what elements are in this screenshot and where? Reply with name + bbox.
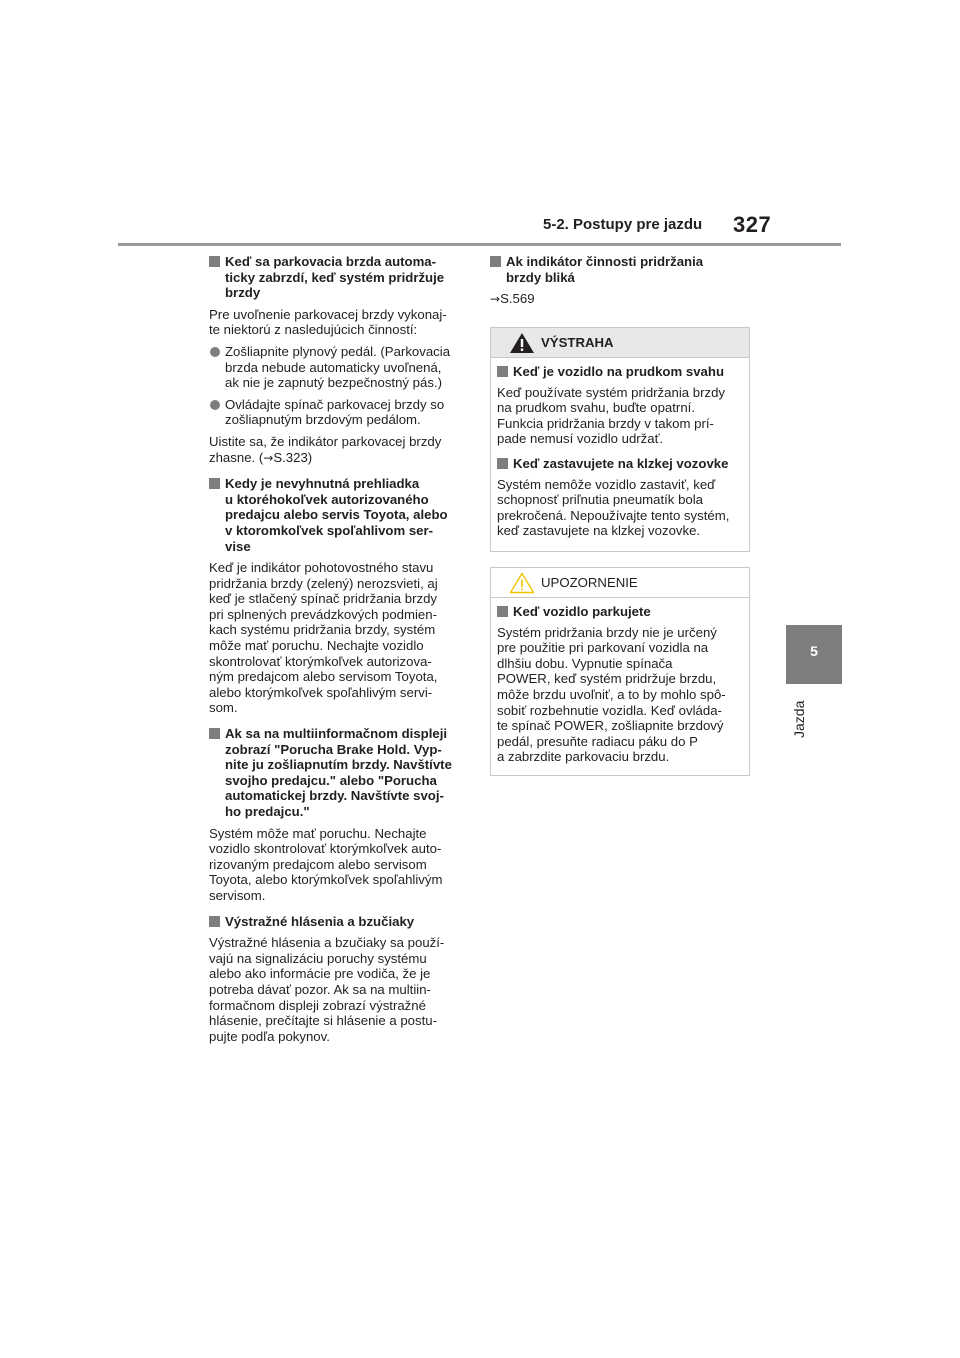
text-line: Funkcia pridržania brzdy v takom prí- bbox=[497, 415, 714, 431]
text-line: zhasne. ( bbox=[209, 449, 264, 465]
heading-mid-display-message bbox=[209, 726, 469, 820]
text-line: potreba dávať pozor. Ak sa na multiin- bbox=[209, 981, 431, 997]
heading-parking bbox=[497, 604, 743, 620]
text-line: Výstražné hlásenia a bzučiaky sa použí- bbox=[209, 935, 445, 951]
warning-label: VÝSTRAHA bbox=[541, 335, 614, 350]
text-line: pade nemusí vozidlo udržať. bbox=[497, 431, 664, 447]
bullet-accelerator bbox=[209, 344, 469, 391]
notice-box bbox=[490, 567, 750, 776]
text-line: Výstražné hlásenia a bzučiaky bbox=[225, 913, 415, 929]
text-line: Keď vozidlo parkujete bbox=[513, 604, 651, 619]
text-line: Ovládajte spínač parkovacej brzdy so bbox=[225, 396, 445, 412]
text-line: Keď je indikátor pohotovostného stavu bbox=[209, 560, 434, 576]
text-line: te spínač POWER, zošliapnite brzdový bbox=[497, 718, 724, 734]
page-reference-link[interactable]: S.569 bbox=[500, 291, 535, 307]
text-line: Pre uvoľnenie parkovacej brzdy vykonaj- bbox=[209, 306, 447, 322]
text-line: POWER, keď systém pridržuje brzdu, bbox=[497, 671, 717, 687]
text-line: vozidlo skontrolovať ktorýmkoľvek auto- bbox=[209, 841, 442, 857]
text-indicator-blinks-ref bbox=[490, 291, 752, 308]
text-line: Zošliapnite plynový pedál. (Parkovacia bbox=[225, 343, 451, 359]
text-line: Keď používate systém pridržania brzdy bbox=[497, 384, 725, 400]
warning-box bbox=[490, 327, 750, 552]
text-line: Ak indikátor činnosti pridržania bbox=[506, 254, 704, 269]
text-line: predajcu alebo servis Toyota, alebo bbox=[225, 507, 448, 523]
text-line: skontrolovať ktorýmkoľvek autorizova- bbox=[209, 653, 432, 669]
text-line: brzdy bbox=[225, 285, 261, 301]
right-column-top bbox=[490, 254, 752, 314]
text-line: ným predajcom alebo servisom Toyota, bbox=[209, 669, 438, 685]
square-bullet-icon bbox=[209, 916, 220, 927]
text-line: alebo ako informácie pre vodiča, že je bbox=[209, 966, 431, 982]
text-parking bbox=[497, 625, 743, 765]
text-line: ho predajcu." bbox=[225, 804, 310, 819]
text-line: ticky zabrzdí, keď systém pridržuje bbox=[225, 269, 445, 285]
text-line: Toyota, alebo ktorýmkoľvek spoľahlivým bbox=[209, 872, 443, 888]
notice-box-header bbox=[491, 568, 749, 598]
text-line: pujte podľa pokynov. bbox=[209, 1028, 330, 1044]
bullet-parking-switch bbox=[209, 397, 469, 428]
left-column bbox=[209, 254, 469, 1050]
arrow-icon: → bbox=[263, 450, 274, 465]
round-bullet-icon bbox=[210, 347, 220, 357]
heading-slippery-road bbox=[497, 456, 743, 472]
chapter-number: 5 bbox=[810, 643, 818, 659]
text-line: Kedy je nevyhnutná prehliadka bbox=[225, 476, 420, 492]
heading-indicator-blinks bbox=[490, 254, 752, 285]
text-line: keď je stlačený spínač pridržania brzdy bbox=[209, 591, 438, 607]
chapter-tab bbox=[786, 625, 842, 684]
text-line: rizovaným predajcom alebo servisom bbox=[209, 856, 427, 872]
text-line: Keď sa parkovacia brzda automa- bbox=[225, 254, 437, 269]
text-line: formačnom displeji zobrazí výstražné bbox=[209, 997, 426, 1013]
header-rule bbox=[118, 243, 841, 246]
text-line: automatickej brzdy. Navštívte svoj- bbox=[225, 788, 444, 804]
text-line: pridržania brzdy (zelený) nerozsvieti, aj bbox=[209, 575, 438, 591]
text-line: Keď zastavujete na klzkej vozovke bbox=[513, 455, 729, 471]
text-line: pre použitie pri parkovaní vozidla na bbox=[497, 640, 709, 656]
text-line: môže brzdu uvoľniť, a to by mohlo spô- bbox=[497, 686, 726, 702]
text-warning-messages bbox=[209, 935, 469, 1044]
chapter-title: Jazda bbox=[791, 700, 807, 738]
heading-steep-slope bbox=[497, 364, 743, 380]
text-line: hlásenie, prečítajte si hlásenie a postu- bbox=[209, 1013, 437, 1029]
heading-warning-messages bbox=[209, 914, 469, 930]
square-bullet-icon bbox=[490, 256, 501, 267]
text-line: Uistite sa, že indikátor parkovacej brzdy bbox=[209, 433, 442, 449]
heading-inspection bbox=[209, 476, 469, 554]
heading-auto-parking-brake bbox=[209, 254, 469, 301]
square-bullet-icon bbox=[209, 256, 220, 267]
square-bullet-icon bbox=[209, 728, 220, 739]
arrow-icon: → bbox=[490, 292, 501, 307]
text-mid-display-message bbox=[209, 826, 469, 904]
text-line: alebo ktorýmkoľvek spoľahlivým servi- bbox=[209, 684, 433, 700]
text-line: a zabrzdite parkovaciu brzdu. bbox=[497, 749, 670, 765]
text-line: som. bbox=[209, 700, 238, 716]
text-line: vajú na signalizáciu poruchy systému bbox=[209, 950, 427, 966]
text-indicator-off bbox=[209, 434, 469, 466]
text-line: brzdy bliká bbox=[506, 269, 575, 285]
text-line: v ktoromkoľvek spoľahlivom ser- bbox=[225, 522, 434, 538]
square-bullet-icon bbox=[209, 478, 220, 489]
text-line: nite ju zošliapnutím brzdy. Navštívte bbox=[225, 757, 452, 773]
section-title: 5-2. Postupy pre jazdu bbox=[543, 216, 703, 233]
warning-box-header bbox=[491, 328, 749, 358]
text-line: Keď je vozidlo na prudkom svahu bbox=[513, 364, 724, 379]
text-line: na prudkom svahu, buďte opatrní. bbox=[497, 400, 695, 416]
text-line: pri splnených prevádzkových podmien- bbox=[209, 606, 437, 622]
page-reference-link[interactable]: S.323) bbox=[273, 449, 313, 465]
text-line: kach systému pridržania brzdy, systém bbox=[209, 622, 436, 638]
warning-triangle-icon bbox=[509, 332, 535, 354]
text-line: ak nie je zapnutý bezpečnostný pás.) bbox=[225, 375, 442, 391]
text-line: vise bbox=[225, 538, 251, 554]
square-bullet-icon bbox=[497, 458, 508, 469]
text-line: Systém pridržania brzdy nie je určený bbox=[497, 624, 717, 640]
text-line: pedál, presuňte radiacu páku do P bbox=[497, 733, 698, 749]
text-line: môže mať poruchu. Nechajte vozidlo bbox=[209, 638, 424, 654]
text-steep-slope bbox=[497, 385, 743, 447]
notice-label: UPOZORNENIE bbox=[541, 575, 638, 590]
round-bullet-icon bbox=[210, 400, 220, 410]
text-line: Systém môže mať poruchu. Nechajte bbox=[209, 825, 427, 841]
text-line: prekročená. Nepoužívajte tento systém, bbox=[497, 507, 730, 523]
text-line: dlhšiu dobu. Vypnutie spínača bbox=[497, 655, 673, 671]
text-inspection bbox=[209, 560, 469, 716]
text-line: te niektorú z nasledujúcich činností: bbox=[209, 322, 418, 338]
text-release-parking-brake bbox=[209, 307, 469, 338]
text-line: brzda nebude automaticky uvoľnená, bbox=[225, 359, 442, 375]
chapter-title-vertical bbox=[783, 690, 823, 740]
square-bullet-icon bbox=[497, 606, 508, 617]
text-line: zošliapnutým brzdovým pedálom. bbox=[225, 412, 421, 428]
text-line: schopnosť priľnutia pneumatík bola bbox=[497, 492, 703, 508]
text-line: Systém nemôže vozidlo zastaviť, keď bbox=[497, 476, 716, 492]
square-bullet-icon bbox=[497, 366, 508, 377]
page-number: 327 bbox=[733, 212, 772, 237]
text-line: svojho predajcu." alebo "Porucha bbox=[225, 772, 437, 788]
text-line: Ak sa na multiinformačnom displeji bbox=[225, 726, 448, 742]
caution-triangle-outline-icon bbox=[509, 572, 535, 594]
text-line: zobrazí "Porucha Brake Hold. Vyp- bbox=[225, 741, 442, 757]
text-line: u ktoréhokoľvek autorizovaného bbox=[225, 491, 429, 507]
text-line: keď zastavujete na klzkej vozovke. bbox=[497, 523, 701, 539]
text-line: servisom. bbox=[209, 887, 266, 903]
text-slippery-road bbox=[497, 477, 743, 539]
text-line: sobiť rozbehnutie vozidla. Keď ovláda- bbox=[497, 702, 722, 718]
